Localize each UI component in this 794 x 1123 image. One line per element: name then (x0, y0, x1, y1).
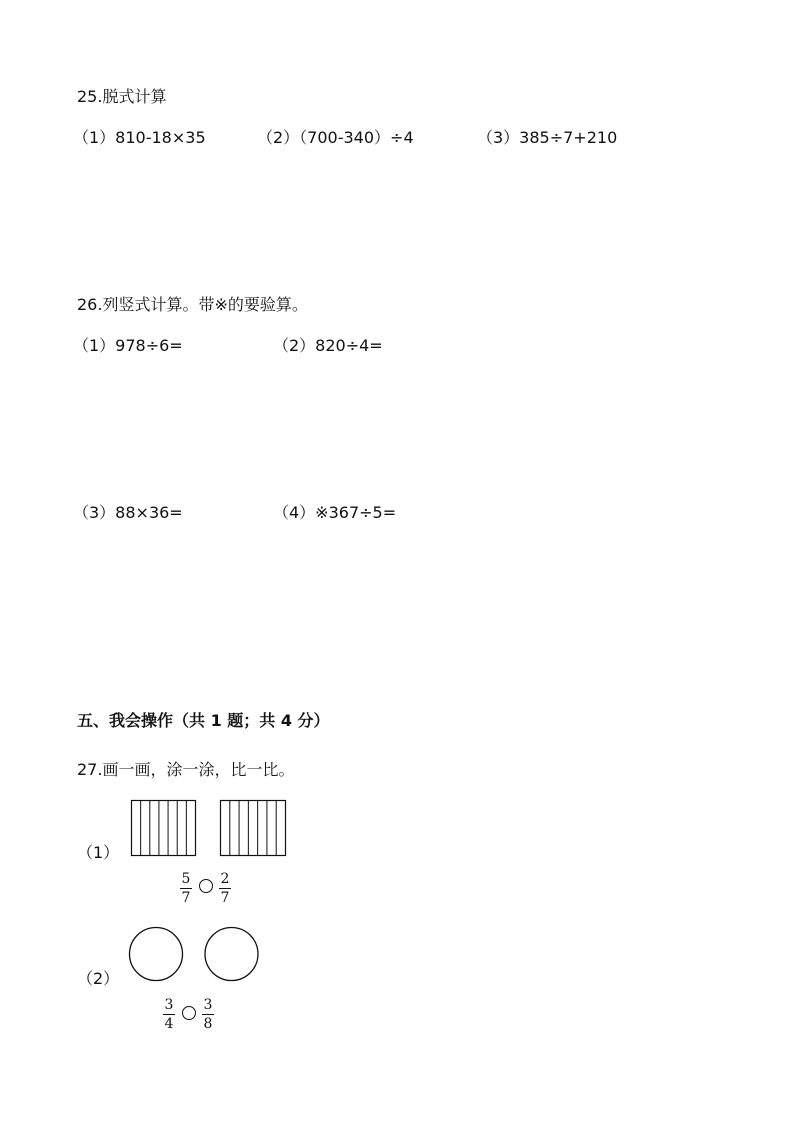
fraction-denominator: 8 (203, 1016, 213, 1032)
circle-left (130, 928, 183, 981)
q25-item-1: （1）810-18×35 (73, 128, 206, 147)
fraction-numerator: 2 (220, 871, 230, 887)
q27-part1-label: （1） (77, 843, 120, 862)
q26-title: 26.列竖式计算。带※的要验算。 (77, 295, 308, 314)
fraction-numerator: 3 (164, 997, 174, 1013)
fraction-bar (219, 888, 231, 889)
q26-item-1: （1）978÷6= (73, 336, 183, 355)
q25-item-2: （2）（700-340）÷4 (257, 128, 414, 147)
q26-item-2: （2）820÷4= (273, 336, 383, 355)
fraction-numerator: 3 (203, 997, 213, 1013)
fraction-denominator: 7 (220, 890, 230, 906)
circle-right (205, 928, 258, 981)
q27-part2-circle-diagrams (128, 925, 268, 985)
fraction-bar (163, 1014, 175, 1015)
fraction-numerator: 5 (181, 871, 191, 887)
q26-item-4: （4）※367÷5= (273, 503, 397, 522)
q27-part2-right-fraction (201, 997, 215, 1032)
fraction-bar (180, 888, 192, 889)
q27-part1-bar-diagrams (131, 800, 291, 856)
fraction-denominator: 7 (181, 890, 191, 906)
q27-part2-label: （2） (77, 969, 120, 988)
q25-item-3: （3）385÷7+210 (477, 128, 618, 147)
q27-part1-left-fraction (179, 871, 193, 906)
q27-part2-compare-circle[interactable] (182, 1006, 196, 1020)
fraction-bar (202, 1014, 214, 1015)
q27-part1-right-fraction (218, 871, 232, 906)
q27-part2-left-fraction (162, 997, 176, 1032)
q27-part1-compare-circle[interactable] (199, 879, 213, 893)
q27-title: 27.画一画，涂一涂，比一比。 (77, 760, 295, 779)
section-five-heading: 五、我会操作（共 1 题；共 4 分） (77, 711, 330, 730)
q25-title: 25.脱式计算 (77, 87, 167, 106)
q26-item-3: （3）88×36= (73, 503, 183, 522)
fraction-denominator: 4 (164, 1016, 174, 1032)
